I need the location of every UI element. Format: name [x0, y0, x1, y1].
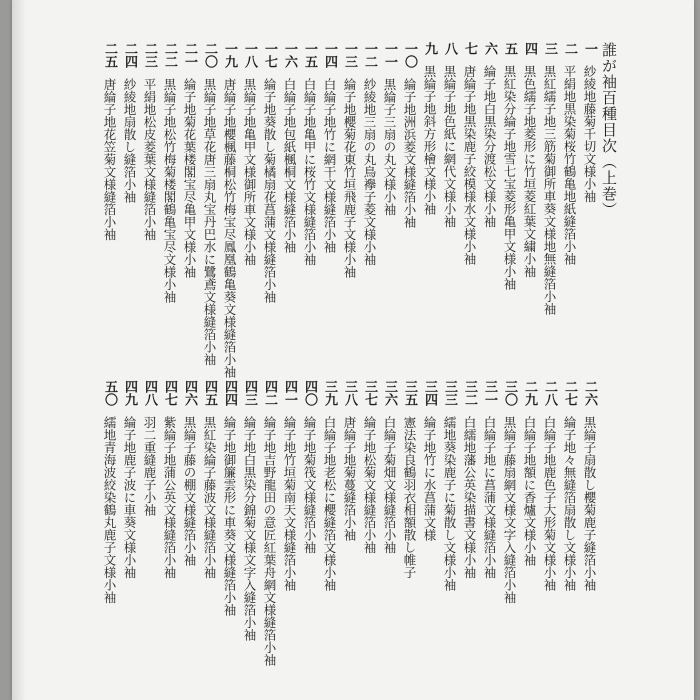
entry-title: 黒綸子三扇の丸文様小袖 — [382, 78, 397, 216]
entry-number: 三 — [542, 42, 557, 55]
contents-entry — [459, 380, 479, 666]
contents-entry — [219, 380, 239, 666]
entry-number: 一三 — [342, 42, 357, 68]
contents-entry — [219, 42, 239, 378]
entry-title: 唐綸子地黒染鹿子絞模様水文様小袖 — [462, 65, 477, 265]
contents-entry — [279, 42, 299, 378]
entry-title: 綸子地竹垣菊南天文様縫箔小袖 — [282, 416, 297, 591]
entry-number: 一六 — [282, 42, 297, 68]
contents-list-bottom — [99, 380, 599, 666]
entry-number: 四 — [522, 42, 537, 55]
entry-number: 四九 — [122, 380, 137, 406]
entry-title: 綸子地松菊文様縫箔小袖 — [362, 416, 377, 554]
entry-number: 三二 — [462, 380, 477, 406]
entry-title: 白綸子地老松に櫻縫箔文様小袖 — [322, 416, 337, 591]
entry-title: 紗綾地扇散し縫箔小袖 — [122, 78, 137, 203]
entry-number: 二八 — [542, 380, 557, 406]
contents-entry — [199, 380, 219, 666]
contents-entry — [259, 380, 279, 666]
contents-entry — [539, 42, 559, 378]
contents-entry — [479, 42, 499, 378]
entry-number: 二九 — [522, 380, 537, 406]
contents-entry — [399, 42, 419, 378]
entry-number: 四八 — [142, 380, 157, 406]
contents-entry — [159, 42, 179, 378]
page-title: 誰が袖百種目次（上巻） — [600, 42, 618, 218]
entry-number: 二一 — [182, 42, 197, 68]
contents-entry — [359, 380, 379, 666]
entry-title: 白綸子地鹿色子大形菊文様小袖 — [542, 416, 557, 591]
entry-title: 黒紅染綸子藤波文様縫箔小袖 — [202, 416, 217, 579]
entry-title: 綸子地鹿子波に車葵文様小袖 — [122, 416, 137, 579]
entry-number: 四一 — [282, 380, 297, 406]
contents-entry — [119, 380, 139, 666]
contents-entry — [119, 42, 139, 378]
entry-number: 五〇 — [102, 380, 117, 406]
contents-entry — [239, 380, 259, 666]
entry-number: 四五 — [202, 380, 217, 406]
entry-title: 黒紅染分綸子地雪七宝菱形亀甲文様小袖 — [502, 65, 517, 290]
contents-entry — [559, 380, 579, 666]
entry-title: 綸子地洲浜菱文様縫箔小袖 — [402, 78, 417, 228]
contents-entry — [359, 42, 379, 378]
entry-title: 紫綸子地蒲公英文様縫箔小袖 — [162, 416, 177, 579]
entry-title: 黒綸子藤扇網文様文字入縫箔小袖 — [502, 416, 517, 604]
contents-entry — [499, 42, 519, 378]
entry-title: 白綸子地額に香爐文様小袖 — [522, 416, 537, 566]
entry-number: 一二 — [362, 42, 377, 68]
contents-entry — [499, 380, 519, 666]
entry-title: 黒綸子地松竹梅菊楼閣鶴亀宝尽文様小袖 — [162, 78, 177, 303]
contents-entry — [99, 42, 119, 378]
contents-entry — [239, 42, 259, 378]
entry-title: 綸子地々無縫箔扇散し文様小袖 — [562, 416, 577, 591]
entry-title: 黒綸子地草花唐三扇丸宝丹巴水に鷺鳶文様縫箔小袖 — [202, 78, 217, 366]
entry-number: 二二 — [162, 42, 177, 68]
entry-number: 九 — [422, 42, 437, 55]
entry-number: 三三 — [442, 380, 457, 406]
entry-title: 白綸子地竹に網干文様縫箔小袖 — [322, 78, 337, 253]
entry-title: 黒綸子扇散し櫻菊鹿子縫箔小袖 — [582, 416, 597, 591]
entry-number: 一八 — [242, 42, 257, 68]
entry-title: 紗綾地藤菊千切文様小袖 — [582, 65, 597, 203]
entry-number: 八 — [442, 42, 457, 55]
entry-title: 白繻地藩公英染描書文様小袖 — [462, 416, 477, 579]
contents-entry — [139, 380, 159, 666]
contents-entry — [519, 380, 539, 666]
entry-number: 三〇 — [502, 380, 517, 406]
contents-entry — [579, 42, 599, 378]
entry-number: 一七 — [262, 42, 277, 68]
contents-entry — [439, 380, 459, 666]
entry-title: 黒綸子地亀甲文様御所車文様小袖 — [242, 78, 257, 266]
contents-entry — [559, 42, 579, 378]
entry-number: 三九 — [322, 380, 337, 406]
entry-number: 四三 — [242, 380, 257, 406]
entry-number: 一四 — [322, 42, 337, 68]
contents-entry — [179, 380, 199, 666]
entry-title: 紗綾地三扇の丸鳥襷子菱文様小袖 — [362, 78, 377, 266]
page-gutter-shadow — [12, 0, 26, 700]
contents-entry — [579, 380, 599, 666]
entry-number: 二七 — [562, 380, 577, 406]
entry-title: 平絹地黒染菊桜竹鶴亀地紙縫箔小袖 — [562, 65, 577, 265]
entry-number: 二〇 — [202, 42, 217, 68]
entry-number: 一〇 — [402, 42, 417, 68]
entry-title: 平絹地松皮菱葉文様縫箔小袖 — [142, 78, 157, 241]
entry-title: 羽二重縫鹿子小袖 — [142, 416, 157, 516]
entry-number: 四〇 — [302, 380, 317, 406]
contents-entry — [379, 380, 399, 666]
entry-title: 唐綸子地花笠菊文様縫箔小袖 — [102, 78, 117, 241]
entry-title: 綸子地葵散し菊橘扇花菖蒲文様縫箔小袖 — [262, 78, 277, 303]
contents-entry — [399, 380, 419, 666]
contents-entry — [439, 42, 459, 378]
entry-title: 綸子地菊花葉楼閣宝尽亀甲文様小袖 — [182, 78, 197, 278]
entry-title: 黒色繻子地菱形に竹垣菱紅葉文繍小袖 — [522, 65, 537, 278]
entry-title: 黒綸子地色紙に網代文様小袖 — [442, 65, 457, 228]
entry-number: 三五 — [402, 380, 417, 406]
entry-number: 七 — [462, 42, 477, 55]
entry-title: 綸子地竹に水菖蒲文様 — [422, 416, 437, 541]
contents-list-top — [99, 42, 599, 378]
book-page — [12, 0, 694, 700]
contents-entry — [99, 380, 119, 666]
entry-title: 繻地葵染鹿子に菊散し文様小袖 — [442, 416, 457, 591]
entry-number: 一一 — [382, 42, 397, 68]
entry-number: 三六 — [382, 380, 397, 406]
entry-title: 綸子地御簾雲形に車葵文様縫箔小袖 — [222, 416, 237, 616]
entry-number: 四七 — [162, 380, 177, 406]
entry-number: 三一 — [482, 380, 497, 406]
entry-title: 綸子地白黒染分錦菊文様文字入縫箔小袖 — [242, 416, 257, 641]
entry-title: 白綸子地包紙楓桐文様縫箔小袖 — [282, 78, 297, 253]
contents-entry — [339, 42, 359, 378]
contents-entry — [279, 380, 299, 666]
entry-title: 黒紅繻子地三筋菊御所車葵文様地無縫箔小袖 — [542, 65, 557, 315]
entry-title: 唐綸子地櫻楓藤桐松竹梅宝尽鳳凰鶴亀葵文様縫箔小袖 — [222, 78, 237, 378]
contents-entry — [159, 380, 179, 666]
entry-title: 白綸子地亀甲に桜竹文様縫箔小袖 — [302, 78, 317, 266]
entry-number: 四六 — [182, 380, 197, 406]
entry-title: 憲法染良鶴羽衣相額散し帷子 — [402, 416, 417, 579]
entry-number: 一五 — [302, 42, 317, 68]
entry-number: 二 — [562, 42, 577, 55]
entry-title: 唐綸子地菊蔓縫箔小袖 — [342, 416, 357, 541]
entry-number: 五 — [502, 42, 517, 55]
entry-number: 六 — [482, 42, 497, 55]
contents-entry — [259, 42, 279, 378]
entry-title: 黒綸子藤の棚文様縫箔小袖 — [182, 416, 197, 566]
contents-entry — [419, 380, 439, 666]
entry-number: 四二 — [262, 380, 277, 406]
contents-entry — [459, 42, 479, 378]
contents-entry — [199, 42, 219, 378]
entry-title: 繻地青海波絞染鶴丸鹿子文様小袖 — [102, 416, 117, 604]
contents-entry — [379, 42, 399, 378]
contents-entry — [299, 380, 319, 666]
contents-entry — [339, 380, 359, 666]
contents-entry — [179, 42, 199, 378]
contents-entry — [419, 42, 439, 378]
contents-entry — [319, 380, 339, 666]
entry-number: 一 — [582, 42, 597, 55]
entry-title: 綸子地白黒染分渡松文様小袖 — [482, 65, 497, 228]
entry-number: 二四 — [122, 42, 137, 68]
entry-title: 白綸子地に菖蒲文様縫箔小袖 — [482, 416, 497, 579]
entry-number: 三七 — [362, 380, 377, 406]
entry-title: 綸子地菊筏文様縫箔小袖 — [302, 416, 317, 554]
entry-title: 綸子地櫻菊花東竹垣飛鹿子文様小袖 — [342, 78, 357, 278]
contents-entry — [139, 42, 159, 378]
contents-entry — [539, 380, 559, 666]
contents-entry — [319, 42, 339, 378]
entry-number: 四四 — [222, 380, 237, 406]
entry-number: 三四 — [422, 380, 437, 406]
entry-number: 三八 — [342, 380, 357, 406]
contents-entry — [299, 42, 319, 378]
entry-number: 一九 — [222, 42, 237, 68]
contents-entry — [519, 42, 539, 378]
entry-title: 白綸子菊畑文様縫箔小袖 — [382, 416, 397, 554]
entry-title: 綸子地吉野龍田の意匠紅葉舟網文様縫箔小袖 — [262, 416, 277, 666]
entry-number: 二六 — [582, 380, 597, 406]
contents-entry — [479, 380, 499, 666]
entry-title: 黒綸子地斜方形檜文様小袖 — [422, 65, 437, 215]
entry-number: 二三 — [142, 42, 157, 68]
entry-number: 二五 — [102, 42, 117, 68]
